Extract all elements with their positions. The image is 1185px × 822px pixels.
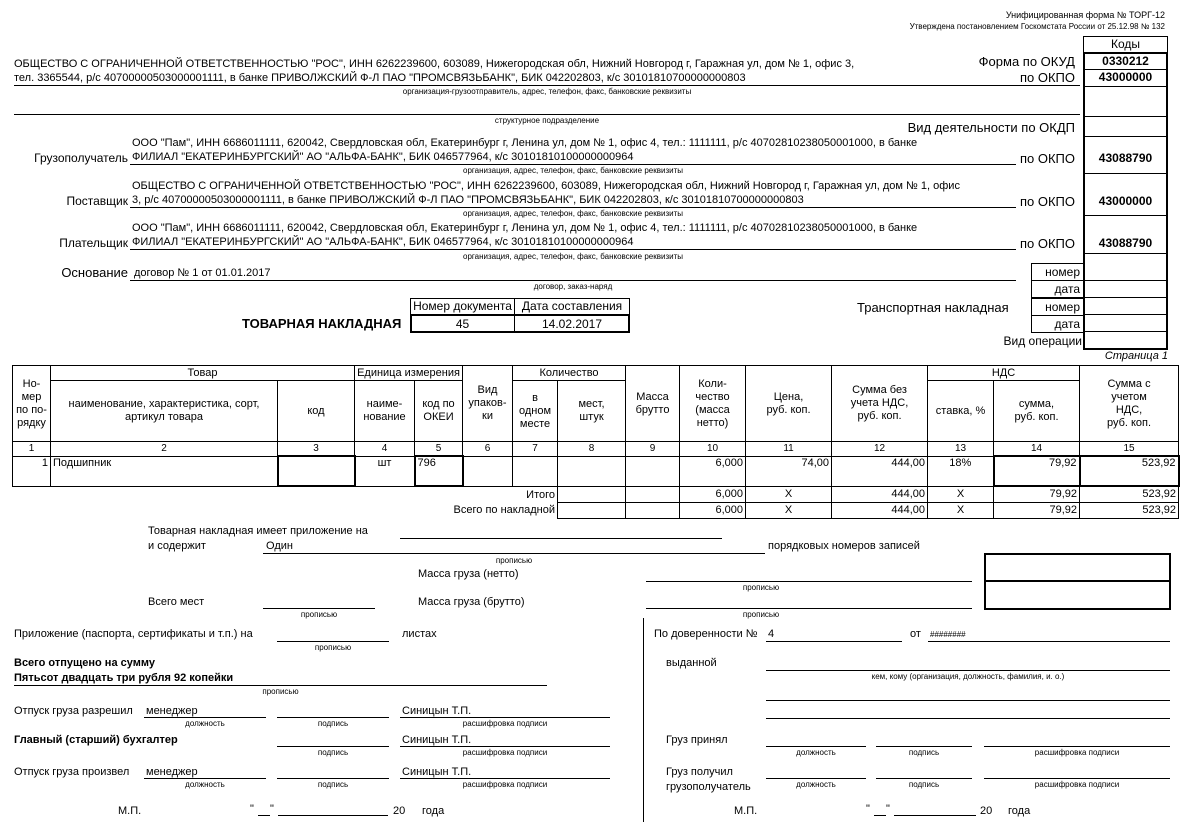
position-caption: должность (796, 780, 836, 789)
col-number: 10 (680, 442, 746, 457)
page-label: Страница 1 (1104, 350, 1168, 362)
shipper-line2: тел. 3365544, р/с 40700000503000001111, в банке ПРИВОЛЖСКИЙ Ф-Л ПАО "ПРОМСВЯЗЬБАНК", БИК 042202803, к/с 30101810700000000803 (14, 72, 746, 84)
decode-caption: расшифровка подписи (1034, 780, 1120, 789)
year-prefix: 20 (980, 805, 993, 817)
stamp-place-left: М.П. (118, 805, 142, 817)
appendix-contains-label: и содержит (148, 540, 206, 552)
transport-label: Транспортная накладная (857, 300, 1009, 315)
net-mass-caption: прописью (742, 583, 780, 592)
codes-label: Коды (1110, 37, 1141, 51)
col-vat-sum-header: сумма, руб. коп. (994, 381, 1080, 442)
attachments-label: Приложение (паспорта, сертификаты и т.п.) на (14, 628, 253, 640)
col-qty-places-header: мест, штук (558, 381, 626, 442)
col-number: 15 (1080, 442, 1179, 457)
codes-header-cell (1083, 36, 1168, 53)
doc-number: 45 (455, 317, 470, 331)
decode-caption: расшифровка подписи (1034, 748, 1120, 757)
itogo-vat-rate: Х (928, 486, 994, 502)
basis-date-label: дата (1054, 282, 1080, 296)
col-number: 6 (463, 442, 513, 457)
vsego-gross (626, 502, 680, 518)
places-label: Всего мест (148, 596, 205, 608)
itogo-vat-sum: 79,92 (994, 486, 1080, 502)
signature-caption: подпись (908, 748, 940, 757)
year-prefix: 20 (393, 805, 406, 817)
col-vat-header: НДС (928, 366, 1080, 381)
col-no-header: Но- мер по по- рядку (13, 366, 51, 442)
supplier-label: Поставщик (66, 194, 128, 208)
row-sum-novat: 444,00 (832, 456, 928, 486)
row-net: 6,000 (680, 456, 746, 486)
col-price-header: Цена, руб. коп. (746, 366, 832, 442)
operation-label: Вид операции (1003, 334, 1082, 348)
document-title: ТОВАРНАЯ НАКЛАДНАЯ (242, 316, 402, 331)
row-okei: 796 (415, 456, 463, 486)
payer-okpo-code: 43088790 (1098, 236, 1153, 250)
poa-from-label: от (910, 628, 921, 640)
issued-caption: кем, кому (организация, должность, фамилия, и. о.) (871, 672, 1065, 681)
sheets-label: листах (402, 628, 437, 640)
shipper-okpo-code: 43000000 (1098, 70, 1153, 84)
accountant-name: Синицын Т.П. (402, 734, 472, 746)
supplier-line2: 3, р/с 40700000503000001111, в банке ПРИВОЛЖСКИЙ Ф-Л ПАО "ПРОМСВЯЗЬБАНК", БИК 042202803, к/с 30101810700000000803 (132, 194, 804, 206)
items-table (12, 365, 1180, 519)
col-pack-header: Вид упаков- ки (463, 366, 513, 442)
row-places (558, 456, 626, 486)
table-row (13, 456, 1179, 486)
appendix-label: Товарная накладная имеет приложение на (148, 525, 368, 537)
row-total: 523,92 (1080, 456, 1179, 486)
payer-line1: ООО "Пам", ИНН 6686011111, 620042, Свердловская обл, Екатеринбург г, Ленина ул, дом № 1, офис 4, тел.: 1111111, р/с 40702810238050001000, в банке (132, 222, 918, 234)
okdp-label: Вид деятельности по ОКДП (907, 120, 1075, 135)
consignee-okpo-label: по ОКПО (1019, 151, 1075, 166)
itogo-total: 523,92 (1080, 486, 1179, 502)
vsego-price: Х (746, 502, 832, 518)
row-name: Подшипник (51, 456, 278, 486)
vsego-row (13, 502, 1179, 518)
itogo-price: Х (746, 486, 832, 502)
signature-caption: подпись (317, 719, 349, 728)
appendix-caption: прописью (495, 556, 533, 565)
itogo-places (558, 486, 626, 502)
payer-line2: ФИЛИАЛ "ЕКАТЕРИНБУРГСКИЙ" АО "АЛЬФА-БАНК", БИК 046577964, к/с 30101810100000000964 (132, 236, 634, 248)
doc-num-header (410, 298, 515, 315)
released-sum-caption: прописью (262, 687, 299, 696)
poa-label: По доверенности № (654, 628, 758, 640)
basis-caption: договор, заказ-наряд (533, 282, 613, 291)
col-number: 9 (626, 442, 680, 457)
received-label: Груз принял (666, 734, 728, 746)
shipper-caption: организация-грузоотправитель, адрес, телефон, факс, банковские реквизиты (402, 87, 692, 96)
col-goods-name-header: наименование, характеристика, сорт, артикул товара (51, 381, 278, 442)
vsego-net: 6,000 (680, 502, 746, 518)
col-total-header: Сумма с учетом НДС, руб. коп. (1080, 366, 1179, 442)
row-price: 74,00 (746, 456, 832, 486)
col-number: 14 (994, 442, 1080, 457)
okud-label: Форма по ОКУД (978, 54, 1075, 69)
shipper-line1: ОБЩЕСТВО С ОГРАНИЧЕННОЙ ОТВЕТСТВЕННОСТЬЮ "РОС", ИНН 6262239600, 603089, Нижегородская обл, Нижний Новгород г, Гаражная ул, дом № 1, офис 3, (14, 58, 855, 70)
itogo-net: 6,000 (680, 486, 746, 502)
consignee-line1: ООО "Пам", ИНН 6686011111, 620042, Свердловская обл, Екатеринбург г, Ленина ул, дом № 1, офис 4, тел.: 1111111, р/с 40702810238050001000, в банке (132, 137, 918, 149)
row-unit: шт (355, 456, 415, 486)
poa-number: 4 (768, 628, 775, 640)
vsego-vat-rate: Х (928, 502, 994, 518)
transport-number-label: номер (1045, 300, 1080, 314)
vsego-places (558, 502, 626, 518)
year-suffix: года (422, 805, 445, 817)
supplier-okpo-code: 43000000 (1098, 194, 1153, 208)
okud-code: 0330212 (1102, 54, 1149, 68)
signature-caption: подпись (317, 780, 349, 789)
decode-caption: расшифровка подписи (462, 748, 548, 757)
division-caption: структурное подразделение (494, 116, 600, 125)
col-number: 4 (355, 442, 415, 457)
quote-open: " (866, 803, 870, 815)
allowed-label: Отпуск груза разрешил (14, 705, 133, 717)
col-number: 12 (832, 442, 928, 457)
row-vat-rate: 18% (928, 456, 994, 486)
vsego-sum-novat: 444,00 (832, 502, 928, 518)
records-label: порядковых номеров записей (768, 540, 920, 552)
row-no: 1 (13, 456, 51, 486)
doc-date-header (514, 298, 630, 315)
footer-divider (643, 618, 644, 822)
released-sum-words: Пятьсот двадцать три рубля 92 копейки (14, 672, 234, 684)
itogo-row (13, 486, 1179, 502)
col-goods-code-header: код (278, 381, 355, 442)
consignee-okpo-code: 43088790 (1098, 151, 1153, 165)
col-number: 7 (513, 442, 558, 457)
doc-num-header-text: Номер документа (413, 299, 512, 313)
basis-label: Основание (61, 265, 128, 280)
decode-caption: расшифровка подписи (462, 780, 548, 789)
quote-close: " (886, 803, 890, 815)
basis-number-label: номер (1045, 265, 1080, 279)
position-caption: должность (185, 780, 225, 789)
attachments-caption: прописью (314, 643, 352, 652)
year-suffix: года (1008, 805, 1031, 817)
column-numbers-row (13, 442, 1179, 457)
made-name: Синицын Т.П. (402, 766, 472, 778)
row-gross (626, 456, 680, 486)
gross-mass-label: Масса груза (брутто) (418, 596, 525, 608)
supplier-line1: ОБЩЕСТВО С ОГРАНИЧЕННОЙ ОТВЕТСТВЕННОСТЬЮ "РОС", ИНН 6262239600, 603089, Нижегородская обл, Нижний Новгород г, Гаражная ул, дом № 1, офис (132, 180, 960, 192)
stamp-place-right: М.П. (734, 805, 758, 817)
net-mass-label: Масса груза (нетто) (418, 568, 519, 580)
col-goods-header: Товар (51, 366, 355, 381)
accountant-label: Главный (старший) бухгалтер (14, 734, 178, 746)
decode-caption: расшифровка подписи (462, 719, 548, 728)
col-number: 5 (415, 442, 463, 457)
poa-date: ######## (930, 630, 966, 639)
consignee-line2: ФИЛИАЛ "ЕКАТЕРИНБУРГСКИЙ" АО "АЛЬФА-БАНК", БИК 046577964, к/с 30101810100000000964 (132, 151, 634, 163)
position-caption: должность (796, 748, 836, 757)
vsego-vat-sum: 79,92 (994, 502, 1080, 518)
appendix-value: Один (266, 540, 293, 552)
supplier-caption: организация, адрес, телефон, факс, банковские реквизиты (463, 209, 683, 218)
col-okei-header: код по ОКЕИ (415, 381, 463, 442)
allowed-name: Синицын Т.П. (402, 705, 472, 717)
quote-close: " (270, 803, 274, 815)
places-caption: прописью (300, 610, 338, 619)
transport-date-label: дата (1054, 317, 1080, 331)
col-number: 8 (558, 442, 626, 457)
consignee-label: Грузополучатель (34, 151, 128, 165)
shipper-okpo-label: по ОКПО (1019, 70, 1075, 85)
made-label: Отпуск груза произвел (14, 766, 130, 778)
payer-okpo-label: по ОКПО (1019, 236, 1075, 251)
col-unit-name-header: наиме- нование (355, 381, 415, 442)
gross-mass-caption: прописью (742, 610, 780, 619)
row-code (278, 456, 355, 486)
signature-caption: подпись (908, 780, 940, 789)
col-number: 3 (278, 442, 355, 457)
col-qty-header: Количество (513, 366, 626, 381)
supplier-okpo-label: по ОКПО (1019, 194, 1075, 209)
allowed-position: менеджер (146, 705, 198, 717)
got-label-line2: грузополучатель (666, 781, 751, 793)
basis-value: договор № 1 от 01.01.2017 (134, 267, 271, 279)
itogo-label: Итого (526, 488, 555, 501)
col-number: 2 (51, 442, 278, 457)
col-gross-header: Масса брутто (626, 366, 680, 442)
col-number: 11 (746, 442, 832, 457)
released-sum-label: Всего отпущено на сумму (14, 657, 155, 669)
col-net-header: Коли- чество (масса нетто) (680, 366, 746, 442)
consignee-caption: организация, адрес, телефон, факс, банковские реквизиты (463, 166, 683, 175)
issued-label: выданной (666, 657, 717, 669)
payer-caption: организация, адрес, телефон, факс, банковские реквизиты (463, 252, 683, 261)
col-vat-rate-header: ставка, % (928, 381, 994, 442)
form-name: Унифицированная форма № ТОРГ-12 (1005, 10, 1165, 20)
vsego-total: 523,92 (1080, 502, 1179, 518)
row-pack (463, 456, 513, 486)
itogo-sum-novat: 444,00 (832, 486, 928, 502)
col-number: 1 (13, 442, 51, 457)
position-caption: должность (185, 719, 225, 728)
col-sum-novat-header: Сумма без учета НДС, руб. коп. (832, 366, 928, 442)
quote-open: " (250, 803, 254, 815)
row-one (513, 456, 558, 486)
doc-date: 14.02.2017 (541, 317, 603, 331)
doc-date-header-text: Дата составления (521, 299, 623, 313)
itogo-gross (626, 486, 680, 502)
vsego-label: Всего по накладной (453, 504, 555, 516)
payer-label: Плательщик (59, 236, 128, 250)
col-qty-one-header: в одном месте (513, 381, 558, 442)
col-number: 13 (928, 442, 994, 457)
approval-line: Утверждена постановлением Госкомстата России от 25.12.98 № 132 (909, 22, 1165, 31)
col-unit-header: Единица измерения (355, 366, 463, 381)
made-position: менеджер (146, 766, 198, 778)
signature-caption: подпись (317, 748, 349, 757)
row-vat-sum: 79,92 (994, 456, 1080, 486)
got-label-line1: Груз получил (666, 766, 733, 778)
